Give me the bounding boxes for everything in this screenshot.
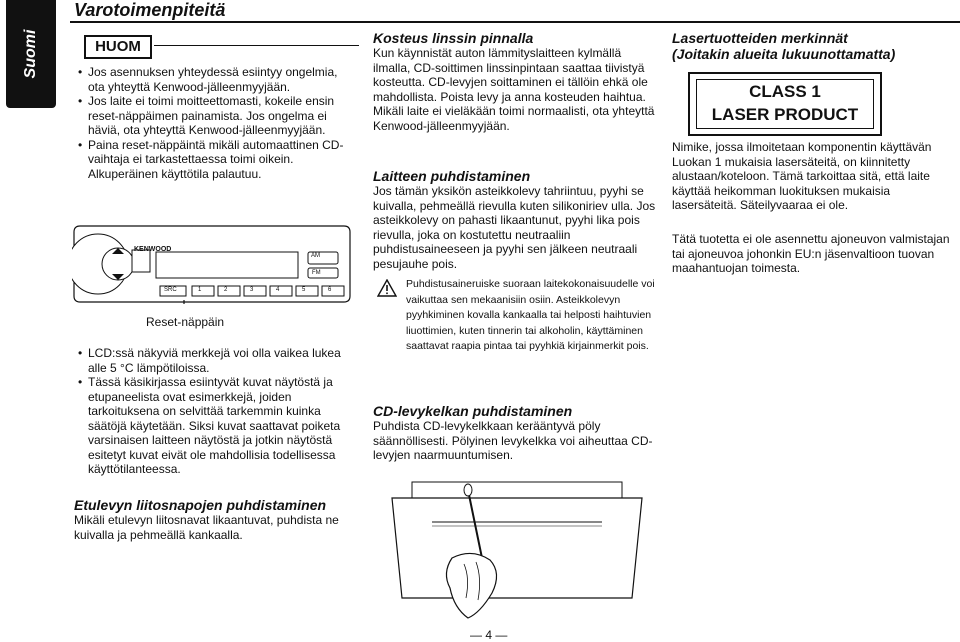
cd-title: CD-levykelkan puhdistaminen xyxy=(373,403,573,419)
page-number: — 4 — xyxy=(470,628,508,642)
device-src: SRC xyxy=(164,287,177,293)
preset-3: 3 xyxy=(250,287,254,293)
laitteen-text: Jos tämän yksikön asteikkolevy tahriintuu, pyyhi se kuivalla, pehmeällä rievulla kuten silikoniriev ulla. Jos asteikkolevy on pahasti likaantunut, pyyhi lika pois rievulla, joka on kostutettu neutraaliin puhdistusaineeseen ja pyyhi sen jälkeen neutraali pesujauhe pois. xyxy=(373,184,656,271)
car-stereo-illustration xyxy=(72,224,352,304)
preset-1: 1 xyxy=(198,287,202,293)
etulevy-title: Etulevyn liitosnapojen puhdistaminen xyxy=(74,497,327,513)
device-brand: KENWOOD xyxy=(134,246,172,253)
kosteus-title: Kosteus linssin pinnalla xyxy=(373,30,534,46)
bullet-2: • Jos laite ei toimi moitteettomasti, kokeile ensin reset-näppäimen painamista. Jos ongelma ei häviä, ota yhteyttä Kenwood-jälleenmyyjään. xyxy=(78,94,348,138)
bullet-lcd: • LCD:ssä näkyviä merkkejä voi olla vaikea lukea alle 5 °C lämpötiloissa. xyxy=(78,346,360,375)
reset-caption: Reset-näppäin xyxy=(146,315,225,329)
preset-2: 2 xyxy=(224,287,228,293)
device-am: AM xyxy=(311,253,320,259)
warning-icon xyxy=(377,279,397,297)
kosteus-text: Kun käynnistät auton lämmityslaitteen kylmällä ilmalla, CD-soittimen linssinpintaan saattaa tiivistyä kosteutta. CD-levyjen soittaminen ei tällöin ehkä ole mahdollista. Poista levy ja anna kosteuden haihtua. Mikäli laite ei vieläkään toimi normaalisti, ota yhteyttä Kenwood-jälleenmyyjään. xyxy=(373,46,655,133)
laser-text-2: Tätä tuotetta ei ole asennettu ajoneuvon valmistajan tai ajoneuvoa johonkin EU:n jäsenvaltioon tuovan maahantuojan toimesta. xyxy=(672,232,950,275)
huom-rule xyxy=(154,45,359,46)
laser-section xyxy=(672,30,952,62)
laser-product: LASER PRODUCT xyxy=(711,105,859,124)
laser-class: CLASS 1 xyxy=(749,82,821,101)
kosteus-section xyxy=(373,30,661,133)
laser-text-1: Nimike, jossa ilmoitetaan komponentin käyttävän Luokan 1 mukaisia lasersäteitä, on kiinnitetty alustaan/koteloon. Tämä tarkoittaa sitä, että laite käyttää heikomman luokituksen mukaisia lasersäteitä. Säteilyvaaraa ei ole. xyxy=(672,140,932,212)
etulevy-text: Mikäli etulevyn liitosnavat likaantuvat, puhdista ne kuivalla ja pehmeällä kankaalla. xyxy=(74,513,339,542)
page-title: Varotoimenpiteitä xyxy=(74,0,226,20)
laitteen-section xyxy=(373,168,661,271)
preset-4: 4 xyxy=(276,287,280,293)
etulevy-section xyxy=(74,497,364,542)
cd-text: Puhdista CD-levykelkkaan kerääntyvä pöly säännöllisesti. Pölyinen levykelkka voi aiheuttaa CD-levyjen naarmuuntumisen. xyxy=(373,419,653,462)
cd-section xyxy=(373,403,661,463)
warning-text: Puhdistusaineruiske suoraan laitekokonaisuudelle voi vaikuttaa sen mekaanisiin osiin. Asteikkolevyn pyyhkiminen kovalla kankaalla tai helposti haihtuvien liuottimien, kuten tinnerin tai alkoholin, käyttäminen saattavat raapia pintaa tai pyyhkiä kirjainmerkit pois. xyxy=(406,278,655,352)
bullet-1: • Jos asennuksen yhteydessä esiintyy ongelmia, ota yhteyttä Kenwood-jälleenmyyjään. xyxy=(78,65,348,94)
bullet-3: • Paina reset-näppäintä mikäli automaattinen CD-vaihtaja ei tarkastettaessa toimi oikein. Alkuperäinen käyttötila palautuu. xyxy=(78,138,348,182)
device-fm: FM xyxy=(312,270,321,276)
laitteen-title: Laitteen puhdistaminen xyxy=(373,168,531,184)
language-tab xyxy=(6,0,56,108)
left-bullets-2 xyxy=(78,346,360,477)
preset-5: 5 xyxy=(302,287,306,293)
huom-box: HUOM xyxy=(84,35,152,59)
laser-subtitle: (Joitakin alueita lukuunottamatta) xyxy=(672,46,896,62)
laser-label-box xyxy=(688,72,882,136)
bullet-images: • Tässä käsikirjassa esiintyvät kuvat näytöstä ja etupaneelista ovat esimerkkejä, joiden tarkoituksena on selvittää tarkemmin kuinka säätöjä käytetään. Siksi kuvat saattavat poiketa varsinaisen laitteen näytöstä ja jotkin näytöstä esitetyt kuvat eivät ole mahdollisia todellisessa käyttötilanteessa. xyxy=(78,375,360,477)
left-bullets xyxy=(78,65,348,181)
preset-6: 6 xyxy=(328,287,332,293)
language-label: Suomi xyxy=(22,29,39,79)
title-rule xyxy=(70,21,960,23)
laser-title: Lasertuotteiden merkinnät xyxy=(672,30,848,46)
cd-tray-cleaning-illustration xyxy=(372,478,662,628)
